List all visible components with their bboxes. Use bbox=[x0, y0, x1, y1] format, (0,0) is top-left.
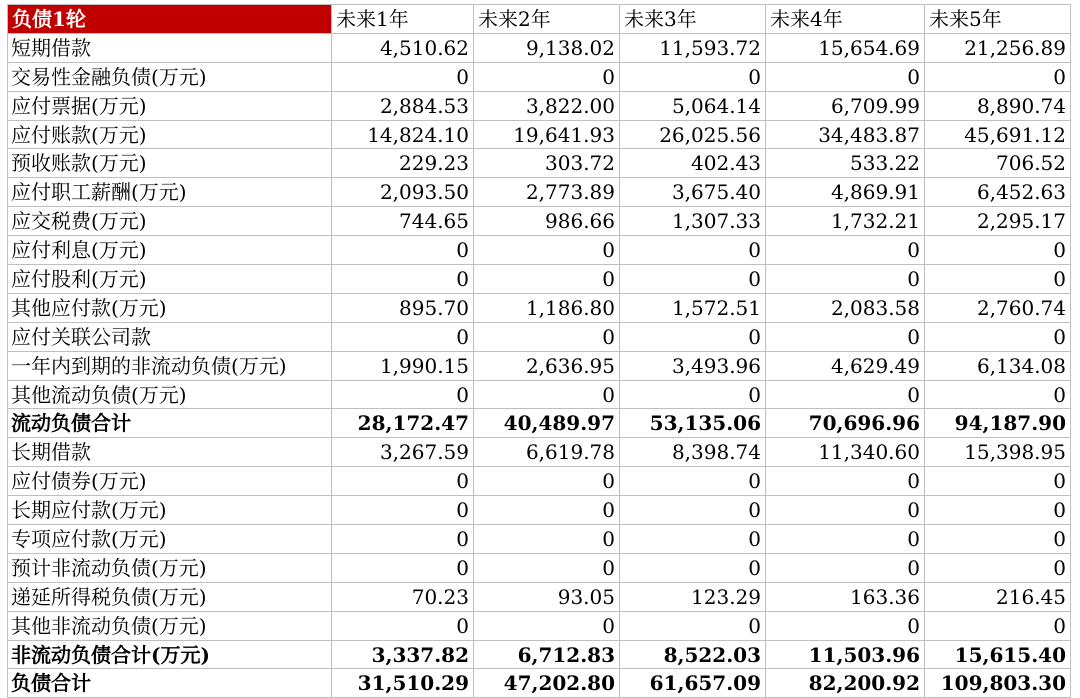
value-cell-year-5[interactable]: 0 bbox=[925, 236, 1071, 265]
value-cell-year-3[interactable]: 0 bbox=[620, 380, 766, 409]
table-row bbox=[8, 91, 1071, 120]
value-cell-year-5[interactable]: 109,803.30 bbox=[925, 669, 1071, 698]
value-cell-year-4[interactable]: 0 bbox=[766, 525, 925, 554]
value-cell-year-2[interactable]: 0 bbox=[474, 236, 620, 265]
value-cell-year-2[interactable]: 40,489.97 bbox=[474, 409, 620, 438]
value-cell-year-2[interactable]: 0 bbox=[474, 467, 620, 496]
value-cell-year-3[interactable]: 11,593.72 bbox=[620, 33, 766, 62]
value-cell-year-4[interactable]: 0 bbox=[766, 236, 925, 265]
value-cell-year-2[interactable]: 93.05 bbox=[474, 582, 620, 611]
value-cell-year-4[interactable]: 4,629.49 bbox=[766, 351, 925, 380]
value-cell-year-1[interactable]: 744.65 bbox=[332, 207, 474, 236]
header-cell-year-5[interactable]: 未来5年 bbox=[925, 5, 1071, 34]
value-cell-year-2[interactable]: 2,773.89 bbox=[474, 178, 620, 207]
row-label-cell[interactable]: 长期应付款(万元) bbox=[8, 496, 332, 525]
value-cell-year-5[interactable]: 94,187.90 bbox=[925, 409, 1071, 438]
value-cell-year-3[interactable]: 26,025.56 bbox=[620, 120, 766, 149]
value-cell-year-3[interactable]: 8,398.74 bbox=[620, 438, 766, 467]
table-row bbox=[8, 438, 1071, 467]
row-label-cell[interactable]: 应付账款(万元) bbox=[8, 120, 332, 149]
table-row bbox=[8, 178, 1071, 207]
value-cell-year-4[interactable]: 1,732.21 bbox=[766, 207, 925, 236]
header-cell-year-1[interactable]: 未来1年 bbox=[332, 5, 474, 34]
value-cell-year-5[interactable]: 21,256.89 bbox=[925, 33, 1071, 62]
value-cell-year-1[interactable]: 3,337.82 bbox=[332, 640, 474, 669]
value-cell-year-1[interactable]: 14,824.10 bbox=[332, 120, 474, 149]
row-label-cell[interactable]: 流动负债合计 bbox=[8, 409, 332, 438]
value-cell-year-2[interactable]: 986.66 bbox=[474, 207, 620, 236]
row-label-cell[interactable]: 递延所得税负债(万元) bbox=[8, 582, 332, 611]
value-cell-year-5[interactable]: 0 bbox=[925, 62, 1071, 91]
row-label-cell[interactable]: 负债合计 bbox=[8, 669, 332, 698]
row-label-cell[interactable]: 一年内到期的非流动负债(万元) bbox=[8, 351, 332, 380]
value-cell-year-5[interactable]: 2,760.74 bbox=[925, 293, 1071, 322]
value-cell-year-4[interactable]: 0 bbox=[766, 265, 925, 294]
value-cell-year-4[interactable]: 15,654.69 bbox=[766, 33, 925, 62]
value-cell-year-1[interactable]: 0 bbox=[332, 265, 474, 294]
value-cell-year-3[interactable]: 1,307.33 bbox=[620, 207, 766, 236]
value-cell-year-2[interactable]: 0 bbox=[474, 62, 620, 91]
row-label-cell[interactable]: 非流动负债合计(万元) bbox=[8, 640, 332, 669]
row-label-cell[interactable]: 预计非流动负债(万元) bbox=[8, 553, 332, 582]
value-cell-year-3[interactable]: 0 bbox=[620, 553, 766, 582]
value-cell-year-3[interactable]: 0 bbox=[620, 467, 766, 496]
table-row bbox=[8, 409, 1071, 438]
value-cell-year-5[interactable]: 15,398.95 bbox=[925, 438, 1071, 467]
value-cell-year-4[interactable]: 0 bbox=[766, 467, 925, 496]
value-cell-year-2[interactable]: 0 bbox=[474, 496, 620, 525]
value-cell-year-1[interactable]: 31,510.29 bbox=[332, 669, 474, 698]
value-cell-year-4[interactable]: 533.22 bbox=[766, 149, 925, 178]
value-cell-year-4[interactable]: 0 bbox=[766, 611, 925, 640]
value-cell-year-2[interactable]: 0 bbox=[474, 611, 620, 640]
table-row bbox=[8, 33, 1071, 62]
value-cell-year-3[interactable]: 0 bbox=[620, 525, 766, 554]
value-cell-year-5[interactable]: 0 bbox=[925, 265, 1071, 294]
value-cell-year-2[interactable]: 303.72 bbox=[474, 149, 620, 178]
value-cell-year-1[interactable]: 0 bbox=[332, 380, 474, 409]
table-row bbox=[8, 265, 1071, 294]
value-cell-year-1[interactable]: 1,990.15 bbox=[332, 351, 474, 380]
value-cell-year-4[interactable]: 34,483.87 bbox=[766, 120, 925, 149]
header-cell-year-4[interactable]: 未来4年 bbox=[766, 5, 925, 34]
value-cell-year-2[interactable]: 6,712.83 bbox=[474, 640, 620, 669]
value-cell-year-2[interactable]: 19,641.93 bbox=[474, 120, 620, 149]
table-row bbox=[8, 669, 1071, 698]
value-cell-year-2[interactable]: 47,202.80 bbox=[474, 669, 620, 698]
table-row bbox=[8, 322, 1071, 351]
table-row bbox=[8, 149, 1071, 178]
value-cell-year-5[interactable]: 6,452.63 bbox=[925, 178, 1071, 207]
header-cell-year-3[interactable]: 未来3年 bbox=[620, 5, 766, 34]
row-label-cell[interactable]: 应交税费(万元) bbox=[8, 207, 332, 236]
table-row bbox=[8, 62, 1071, 91]
row-label-cell[interactable]: 专项应付款(万元) bbox=[8, 525, 332, 554]
table-row bbox=[8, 120, 1071, 149]
row-label-cell[interactable]: 长期借款 bbox=[8, 438, 332, 467]
value-cell-year-2[interactable]: 6,619.78 bbox=[474, 438, 620, 467]
liability-table bbox=[7, 4, 1071, 698]
value-cell-year-1[interactable]: 0 bbox=[332, 496, 474, 525]
table-row bbox=[8, 236, 1071, 265]
value-cell-year-2[interactable]: 1,186.80 bbox=[474, 293, 620, 322]
value-cell-year-4[interactable]: 11,503.96 bbox=[766, 640, 925, 669]
value-cell-year-5[interactable]: 6,134.08 bbox=[925, 351, 1071, 380]
value-cell-year-5[interactable]: 0 bbox=[925, 467, 1071, 496]
row-label-cell[interactable]: 交易性金融负债(万元) bbox=[8, 62, 332, 91]
value-cell-year-4[interactable]: 0 bbox=[766, 496, 925, 525]
value-cell-year-4[interactable]: 0 bbox=[766, 322, 925, 351]
value-cell-year-5[interactable]: 0 bbox=[925, 611, 1071, 640]
value-cell-year-3[interactable]: 53,135.06 bbox=[620, 409, 766, 438]
value-cell-year-3[interactable]: 61,657.09 bbox=[620, 669, 766, 698]
value-cell-year-3[interactable]: 0 bbox=[620, 611, 766, 640]
value-cell-year-1[interactable]: 2,093.50 bbox=[332, 178, 474, 207]
value-cell-year-3[interactable]: 1,572.51 bbox=[620, 293, 766, 322]
value-cell-year-2[interactable]: 3,822.00 bbox=[474, 91, 620, 120]
value-cell-year-2[interactable]: 2,636.95 bbox=[474, 351, 620, 380]
value-cell-year-1[interactable]: 0 bbox=[332, 236, 474, 265]
value-cell-year-5[interactable]: 0 bbox=[925, 525, 1071, 554]
value-cell-year-5[interactable]: 0 bbox=[925, 553, 1071, 582]
value-cell-year-2[interactable]: 0 bbox=[474, 553, 620, 582]
value-cell-year-4[interactable]: 11,340.60 bbox=[766, 438, 925, 467]
value-cell-year-5[interactable]: 45,691.12 bbox=[925, 120, 1071, 149]
header-cell-corner[interactable]: 负债1轮 bbox=[8, 5, 332, 34]
table-row bbox=[8, 611, 1071, 640]
value-cell-year-5[interactable]: 216.45 bbox=[925, 582, 1071, 611]
value-cell-year-2[interactable]: 0 bbox=[474, 380, 620, 409]
value-cell-year-3[interactable]: 402.43 bbox=[620, 149, 766, 178]
value-cell-year-1[interactable]: 0 bbox=[332, 62, 474, 91]
value-cell-year-5[interactable]: 0 bbox=[925, 322, 1071, 351]
value-cell-year-4[interactable]: 70,696.96 bbox=[766, 409, 925, 438]
value-cell-year-3[interactable]: 0 bbox=[620, 322, 766, 351]
value-cell-year-4[interactable]: 4,869.91 bbox=[766, 178, 925, 207]
value-cell-year-1[interactable]: 0 bbox=[332, 553, 474, 582]
row-label-cell[interactable]: 其他应付款(万元) bbox=[8, 293, 332, 322]
table-row bbox=[8, 553, 1071, 582]
value-cell-year-3[interactable]: 0 bbox=[620, 265, 766, 294]
header-row bbox=[8, 5, 1071, 34]
value-cell-year-4[interactable]: 2,083.58 bbox=[766, 293, 925, 322]
value-cell-year-1[interactable]: 229.23 bbox=[332, 149, 474, 178]
value-cell-year-4[interactable]: 6,709.99 bbox=[766, 91, 925, 120]
table-row bbox=[8, 640, 1071, 669]
table-row bbox=[8, 351, 1071, 380]
row-label-cell[interactable]: 应付利息(万元) bbox=[8, 236, 332, 265]
row-label-cell[interactable]: 其他流动负债(万元) bbox=[8, 380, 332, 409]
value-cell-year-3[interactable]: 0 bbox=[620, 236, 766, 265]
table-row bbox=[8, 467, 1071, 496]
value-cell-year-3[interactable]: 5,064.14 bbox=[620, 91, 766, 120]
row-label-cell[interactable]: 应付职工薪酬(万元) bbox=[8, 178, 332, 207]
row-label-cell[interactable]: 短期借款 bbox=[8, 33, 332, 62]
row-label-cell[interactable]: 预收账款(万元) bbox=[8, 149, 332, 178]
value-cell-year-4[interactable]: 0 bbox=[766, 553, 925, 582]
value-cell-year-2[interactable]: 0 bbox=[474, 525, 620, 554]
value-cell-year-2[interactable]: 0 bbox=[474, 322, 620, 351]
row-label-cell[interactable]: 应付票据(万元) bbox=[8, 91, 332, 120]
row-label-cell[interactable]: 其他非流动负债(万元) bbox=[8, 611, 332, 640]
value-cell-year-1[interactable]: 4,510.62 bbox=[332, 33, 474, 62]
value-cell-year-5[interactable]: 0 bbox=[925, 380, 1071, 409]
value-cell-year-2[interactable]: 0 bbox=[474, 265, 620, 294]
value-cell-year-3[interactable]: 123.29 bbox=[620, 582, 766, 611]
value-cell-year-1[interactable]: 2,884.53 bbox=[332, 91, 474, 120]
value-cell-year-4[interactable]: 0 bbox=[766, 380, 925, 409]
value-cell-year-1[interactable]: 0 bbox=[332, 322, 474, 351]
value-cell-year-2[interactable]: 9,138.02 bbox=[474, 33, 620, 62]
value-cell-year-1[interactable]: 0 bbox=[332, 611, 474, 640]
value-cell-year-3[interactable]: 0 bbox=[620, 496, 766, 525]
value-cell-year-1[interactable]: 3,267.59 bbox=[332, 438, 474, 467]
value-cell-year-4[interactable]: 0 bbox=[766, 62, 925, 91]
row-label-cell[interactable]: 应付债券(万元) bbox=[8, 467, 332, 496]
value-cell-year-1[interactable]: 28,172.47 bbox=[332, 409, 474, 438]
value-cell-year-5[interactable]: 15,615.40 bbox=[925, 640, 1071, 669]
table-row bbox=[8, 525, 1071, 554]
table-row bbox=[8, 496, 1071, 525]
header-cell-year-2[interactable]: 未来2年 bbox=[474, 5, 620, 34]
value-cell-year-4[interactable]: 82,200.92 bbox=[766, 669, 925, 698]
row-label-cell[interactable]: 应付股利(万元) bbox=[8, 265, 332, 294]
value-cell-year-5[interactable]: 2,295.17 bbox=[925, 207, 1071, 236]
value-cell-year-3[interactable]: 3,493.96 bbox=[620, 351, 766, 380]
table-row bbox=[8, 380, 1071, 409]
row-label-cell[interactable]: 应付关联公司款 bbox=[8, 322, 332, 351]
value-cell-year-3[interactable]: 0 bbox=[620, 62, 766, 91]
table-row bbox=[8, 582, 1071, 611]
table-row bbox=[8, 207, 1071, 236]
value-cell-year-5[interactable]: 8,890.74 bbox=[925, 91, 1071, 120]
table-row bbox=[8, 293, 1071, 322]
value-cell-year-3[interactable]: 3,675.40 bbox=[620, 178, 766, 207]
value-cell-year-1[interactable]: 70.23 bbox=[332, 582, 474, 611]
value-cell-year-1[interactable]: 895.70 bbox=[332, 293, 474, 322]
value-cell-year-4[interactable]: 163.36 bbox=[766, 582, 925, 611]
value-cell-year-1[interactable]: 0 bbox=[332, 525, 474, 554]
value-cell-year-1[interactable]: 0 bbox=[332, 467, 474, 496]
value-cell-year-5[interactable]: 0 bbox=[925, 496, 1071, 525]
value-cell-year-5[interactable]: 706.52 bbox=[925, 149, 1071, 178]
value-cell-year-3[interactable]: 8,522.03 bbox=[620, 640, 766, 669]
